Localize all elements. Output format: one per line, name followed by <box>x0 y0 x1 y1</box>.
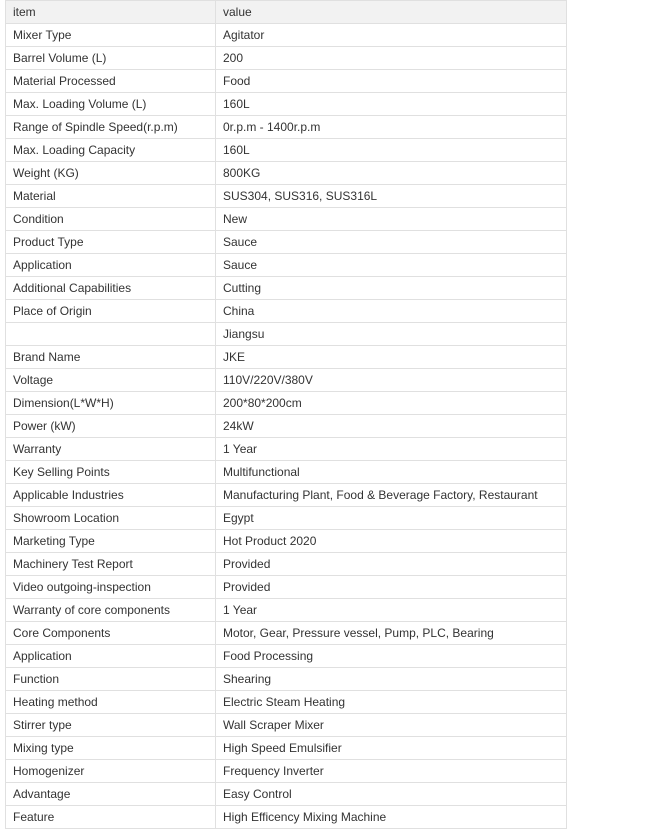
table-row <box>6 783 567 806</box>
item-cell: Product Type <box>6 231 216 254</box>
value-cell: High Efficency Mixing Machine <box>216 806 567 829</box>
value-cell: 0r.p.m - 1400r.p.m <box>216 116 567 139</box>
table-row <box>6 645 567 668</box>
item-cell: Stirrer type <box>6 714 216 737</box>
item-cell: Material <box>6 185 216 208</box>
table-row <box>6 346 567 369</box>
value-cell: Electric Steam Heating <box>216 691 567 714</box>
item-cell: Video outgoing-inspection <box>6 576 216 599</box>
table-row <box>6 530 567 553</box>
item-cell: Additional Capabilities <box>6 277 216 300</box>
item-cell: Function <box>6 668 216 691</box>
item-cell <box>6 323 216 346</box>
table-row <box>6 185 567 208</box>
item-cell: Application <box>6 254 216 277</box>
value-cell: 110V/220V/380V <box>216 369 567 392</box>
item-cell: Warranty of core components <box>6 599 216 622</box>
table-row <box>6 70 567 93</box>
table-row <box>6 231 567 254</box>
table-row <box>6 714 567 737</box>
table-row <box>6 553 567 576</box>
value-cell: New <box>216 208 567 231</box>
table-row <box>6 24 567 47</box>
table-row <box>6 438 567 461</box>
value-cell: Easy Control <box>216 783 567 806</box>
value-cell: 800KG <box>216 162 567 185</box>
value-cell: China <box>216 300 567 323</box>
table-row <box>6 507 567 530</box>
value-cell: High Speed Emulsifier <box>216 737 567 760</box>
value-cell: 24kW <box>216 415 567 438</box>
table-row <box>6 139 567 162</box>
value-cell: Hot Product 2020 <box>216 530 567 553</box>
table-row <box>6 576 567 599</box>
item-cell: Weight (KG) <box>6 162 216 185</box>
value-cell: Food Processing <box>216 645 567 668</box>
value-cell: 200*80*200cm <box>216 392 567 415</box>
table-row <box>6 737 567 760</box>
item-cell: Power (kW) <box>6 415 216 438</box>
item-cell: Max. Loading Volume (L) <box>6 93 216 116</box>
value-cell: Egypt <box>216 507 567 530</box>
table-row <box>6 806 567 829</box>
item-cell: Showroom Location <box>6 507 216 530</box>
value-cell: Provided <box>216 576 567 599</box>
item-cell: Condition <box>6 208 216 231</box>
item-cell: Voltage <box>6 369 216 392</box>
item-cell: Heating method <box>6 691 216 714</box>
value-cell: Provided <box>216 553 567 576</box>
table-row <box>6 484 567 507</box>
table-row <box>6 208 567 231</box>
value-cell: Cutting <box>216 277 567 300</box>
item-cell: Application <box>6 645 216 668</box>
item-cell: Barrel Volume (L) <box>6 47 216 70</box>
table-row <box>6 668 567 691</box>
item-cell: Brand Name <box>6 346 216 369</box>
value-cell: JKE <box>216 346 567 369</box>
header-item-cell: item <box>6 1 216 24</box>
item-cell: Machinery Test Report <box>6 553 216 576</box>
item-cell: Material Processed <box>6 70 216 93</box>
table-row <box>6 162 567 185</box>
table-row <box>6 760 567 783</box>
table-row <box>6 392 567 415</box>
value-cell: Manufacturing Plant, Food & Beverage Factory, Restaurant <box>216 484 567 507</box>
value-cell: 160L <box>216 139 567 162</box>
value-cell: Agitator <box>216 24 567 47</box>
value-cell: 1 Year <box>216 599 567 622</box>
table-row <box>6 47 567 70</box>
value-cell: 200 <box>216 47 567 70</box>
table-row <box>6 461 567 484</box>
spec-table-body <box>6 1 567 829</box>
header-value-cell: value <box>216 1 567 24</box>
value-cell: Sauce <box>216 231 567 254</box>
table-row <box>6 300 567 323</box>
table-row <box>6 254 567 277</box>
table-header-row <box>6 1 567 24</box>
item-cell: Homogenizer <box>6 760 216 783</box>
table-row <box>6 691 567 714</box>
value-cell: Multifunctional <box>216 461 567 484</box>
value-cell: Sauce <box>216 254 567 277</box>
table-row <box>6 599 567 622</box>
table-row <box>6 93 567 116</box>
item-cell: Marketing Type <box>6 530 216 553</box>
item-cell: Mixer Type <box>6 24 216 47</box>
value-cell: 160L <box>216 93 567 116</box>
value-cell: Motor, Gear, Pressure vessel, Pump, PLC, Bearing <box>216 622 567 645</box>
item-cell: Range of Spindle Speed(r.p.m) <box>6 116 216 139</box>
item-cell: Feature <box>6 806 216 829</box>
table-row <box>6 415 567 438</box>
value-cell: Frequency Inverter <box>216 760 567 783</box>
item-cell: Dimension(L*W*H) <box>6 392 216 415</box>
item-cell: Advantage <box>6 783 216 806</box>
table-row <box>6 622 567 645</box>
value-cell: Wall Scraper Mixer <box>216 714 567 737</box>
item-cell: Place of Origin <box>6 300 216 323</box>
value-cell: Shearing <box>216 668 567 691</box>
item-cell: Mixing type <box>6 737 216 760</box>
item-cell: Applicable Industries <box>6 484 216 507</box>
item-cell: Max. Loading Capacity <box>6 139 216 162</box>
table-row <box>6 116 567 139</box>
spec-table <box>5 0 567 829</box>
table-row <box>6 277 567 300</box>
item-cell: Warranty <box>6 438 216 461</box>
value-cell: Jiangsu <box>216 323 567 346</box>
table-row <box>6 369 567 392</box>
value-cell: SUS304, SUS316, SUS316L <box>216 185 567 208</box>
table-row <box>6 323 567 346</box>
value-cell: 1 Year <box>216 438 567 461</box>
item-cell: Key Selling Points <box>6 461 216 484</box>
value-cell: Food <box>216 70 567 93</box>
item-cell: Core Components <box>6 622 216 645</box>
